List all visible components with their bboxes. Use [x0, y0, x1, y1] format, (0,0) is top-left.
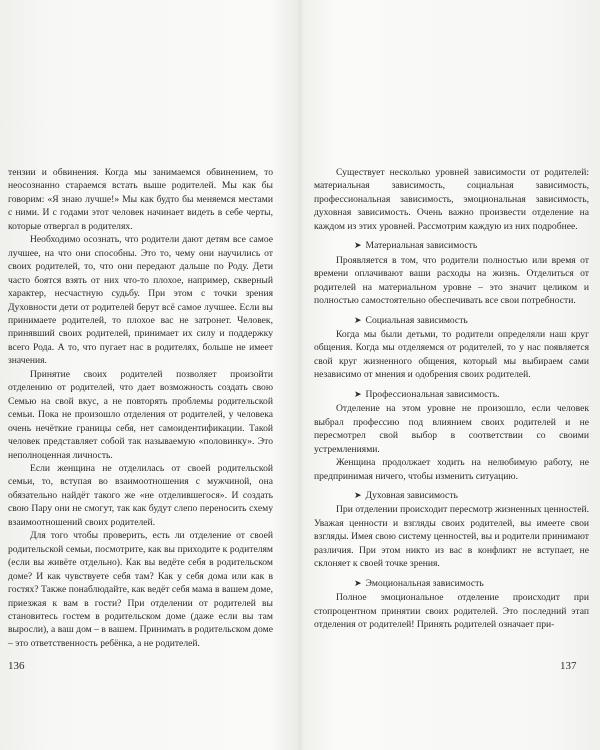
paragraph: Проявляется в том, что родители полностью или время от времени оплачивают ваши расходы на жизнь. Отделиться от родителей на материальном уровне – это значит целиком и полностью самостоятельно обеспечивать все свои потребности. [314, 254, 589, 307]
arrowhead-bullet-icon: ➤ [354, 577, 362, 588]
paragraph: Существует несколько уровней зависимости от родителей: материальная зависимость, социальная зависимость, профессиональная зависимость, эмоциональная зависимость, духовная зависимость. Очень важно произвести отделение на каждом из этих уровней. Рассмотрим каждую из них подробнее. [314, 167, 589, 232]
paragraph: При отделении происходит пересмотр жизненных ценностей. Уважая ценности и взгляды своих родителей, вы имеете свои взгляды. Имея свою систему ценностей, вы и родители принимают различия. При этом никто из вас в конфликт не вступает, не склоняет к своей точке зрения. [314, 504, 589, 570]
page-number-right: 137 [560, 660, 577, 672]
arrowhead-bullet-icon: ➤ [354, 388, 362, 399]
arrowhead-bullet-icon: ➤ [354, 314, 362, 325]
arrowhead-bullet-icon: ➤ [354, 240, 362, 251]
paragraph: Когда мы были детьми, то родители определяли наш круг общения. Когда мы отделяемся от родителей, то у нас появляется свой круг жизненного общения, который мы выбираем сами независимо от мнения и одобрения своих родителей. [314, 328, 589, 381]
right-page [314, 166, 589, 632]
paragraph: Для того чтобы проверить, есть ли отделение от своей родительской семьи, посмотрите, как вы приходите к родителям (если вы живёте отдельно). Как вы ведёте себя в родительском доме? И как чувствуете себя там? Как у себя дома или как в гостях? Также понаблюдайте, как ведёт себя мама в вашем доме, приезжая к вам в гости? При отделении от родителей вы становитесь гостем в родительском доме (даже если вы там выросли), а ваш дом – в вашем. Принимать в родительском доме – это ответственность ребёнка, а не родителей. [8, 530, 273, 649]
paragraph: тензии и обвинения. Когда мы занимаемся обвинением, то неосознанно стараемся встать выше родителей. Мы как бы говорим: «Я знаю лучше!» Мы как будто бы меняемся местами с ними. И с годами этот человек начинает видеть в себе черты, которые отвергал в родителях. [8, 167, 273, 232]
paragraph: Отделение на этом уровне не произошло, если человек выбрал профессию под влиянием своих родителей и не пересмотрел свой выбор в соответствии со своими устремлениями. [314, 403, 589, 455]
paragraph: Принятие своих родителей позволяет произойти отделению от родителей, что дает возможность создать свою Семью на свой вкус, а не повторять проблемы родительской семьи. Пока не произошло отделения от родителей, у человека очень нечёткие границы себя, нет самоидентификации. Такой человек представляет собой так называемую «половинку». Это неполноценная личность. [8, 368, 273, 461]
paragraph: Полное эмоциональное отделение происходит при стопроцентном принятии своих родителей. Это последний этап отделения от родителей! Принять родителей означает при- [314, 592, 589, 631]
section-heading: ➤ Эмоциональная зависимость [354, 577, 484, 589]
arrowhead-bullet-icon: ➤ [354, 489, 362, 500]
paragraph: Необходимо осознать, что родители дают детям все самое лучшее, на что они способны. Это то, чему они научились от своих родителей, то, что они передают дальше по Роду. Дети часто боятся взять от них что-то плохое, например, скверный характер, несчастную судьбу. При этом с точки зрения Духовности дети от родителей берут всё самое лучшее. Если вы принимаете родителей, то плохое вас не затронет. Человек, принявший своих родителей, принимает их силу и поддержку всего Рода. А то, что пугает нас в родителях, больше не имеет значения. [8, 234, 273, 367]
section-heading: ➤ Духовная зависимость [354, 489, 458, 501]
section-heading: ➤ Социальная зависимость [354, 314, 468, 326]
section-heading: ➤ Профессиональная зависимость. [354, 388, 500, 400]
left-page [8, 166, 273, 650]
section-heading: ➤ Материальная зависимость [354, 240, 478, 252]
paragraph: Если женщина не отделилась от своей родительской семьи, то, вступая во взаимоотношения с мужчиной, она обязательно найдёт такого же «не отделившегося». И создать свою Пару они не смогут, так как будут слепо переносить схему взаимоотношений своих родителей. [8, 462, 273, 528]
page-number-left: 136 [8, 660, 25, 672]
paragraph: Женщина продолжает ходить на нелюбимую работу, не предпринимая ничего, чтобы изменить ситуацию. [314, 457, 589, 482]
